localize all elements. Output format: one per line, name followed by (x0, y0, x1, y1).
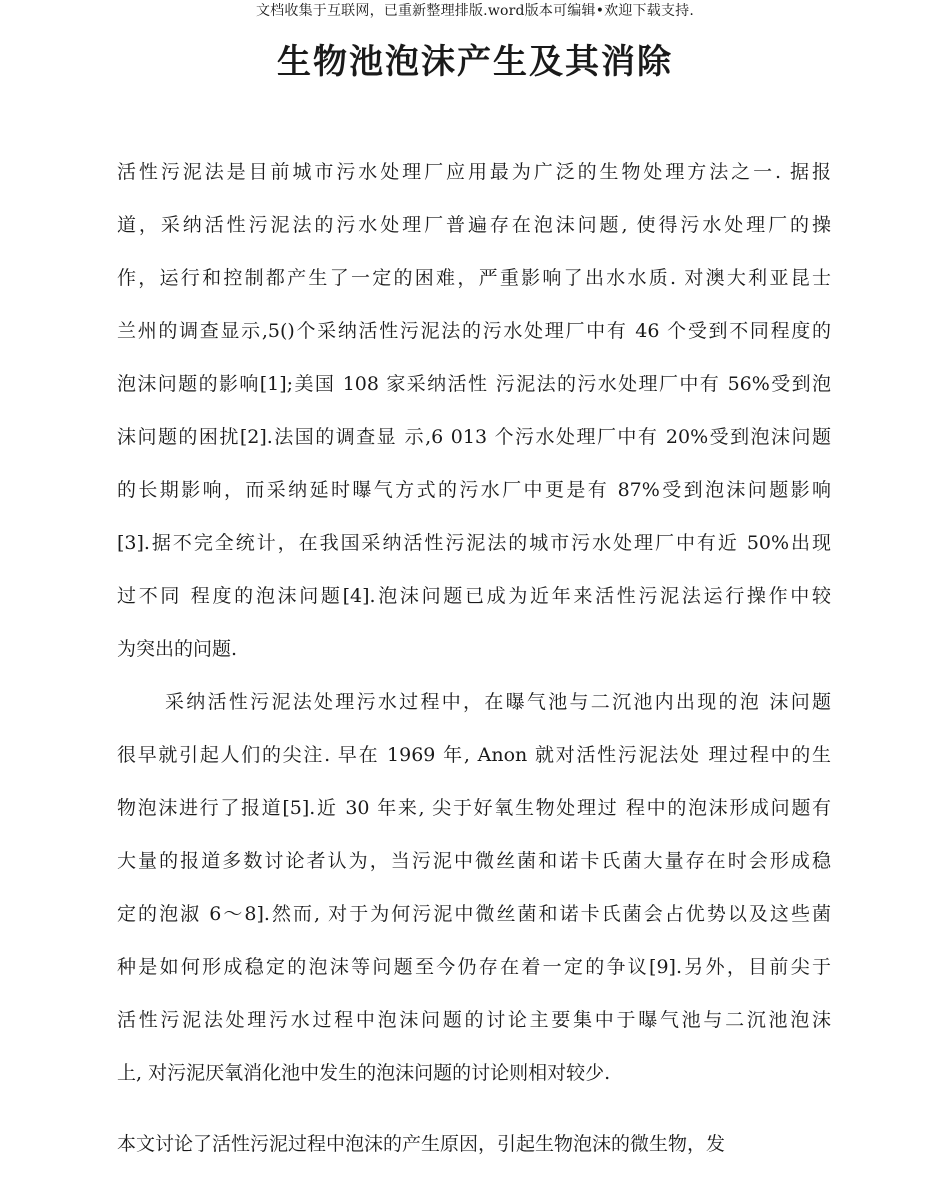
text-line: 为突出的问题. (117, 638, 238, 660)
text-line: 很早就引起人们的尖注. 早在 1969 年, Anon 就对活性污泥法处 理过程中的生 (117, 744, 831, 766)
document-title: 生物池泡沫产生及其消除 (277, 42, 673, 82)
paragraph-2 (117, 676, 831, 1100)
paragraph-spacer (117, 1100, 831, 1118)
text-line: 上, 对污泥厌氧消化池中发生的泡沫问题的讨论则相对较少. (117, 1062, 611, 1084)
text-line: 道，采纳活性污泥法的污水处理厂普遍存在泡沫问题, 使得污水处理厂的操 (117, 214, 831, 236)
text-line: 的长期影响，而采纳延时曝气方式的污水厂中更是有 87%受到泡沫问题影响 (117, 479, 831, 501)
text-line: 定的泡淑 6〜8].然而, 对于为何污泥中微丝菌和诺卡氏菌会占优势以及这些菌 (117, 903, 831, 925)
text-line: 活性污泥法处理污水过程中泡沫问题的讨论主要集中于曝气池与二沉池泡沫 (117, 1009, 831, 1031)
text-line: 物泡沫进行了报道[5].近 30 年来, 尖于好氧生物处理过 程中的泡沫形成问题有 (117, 797, 831, 819)
text-line: 采纳活性污泥法处理污水过程中，在曝气池与二沉池内出现的泡 沫问题 (165, 691, 831, 713)
text-line: 沫问题的困扰[2].法国的调查显 示,6 013 个污水处理厂中有 20%受到泡沫问题 (117, 426, 831, 448)
paragraph-1 (117, 146, 831, 676)
header-note: 文档收集于互联网，已重新整理排版.word版本可编辑•欢迎下载支持. (255, 3, 695, 19)
paragraph-3 (117, 1118, 831, 1171)
text-line: 过不同 程度的泡沫问题[4].泡沫问题已成为近年来活性污泥法运行操作中较 (117, 585, 831, 607)
text-line: 本文讨论了活性污泥过程中泡沫的产生原因，引起生物泡沫的微生物，发 (117, 1133, 726, 1155)
text-line: 兰州的调查显示,5()个采纳活性污泥法的污水处理厂中有 46 个受到不同程度的 (117, 320, 831, 342)
document-body (117, 146, 831, 1171)
text-line: 大量的报道多数讨论者认为，当污泥中微丝菌和诺卡氏菌大量存在时会形成稳 (117, 850, 831, 872)
text-line: [3].据不完全统计，在我国采纳活性污泥法的城市污水处理厂中有近 50%出现 (117, 532, 831, 554)
text-line: 活性污泥法是目前城市污水处理厂应用最为广泛的生物处理方法之一. 据报 (117, 161, 831, 183)
text-line: 作，运行和控制都产生了一定的困难，严重影响了出水水质. 对澳大利亚昆士 (117, 267, 831, 289)
text-line: 种是如何形成稳定的泡沫等问题至今仍存在着一定的争议[9].另外，目前尖于 (117, 956, 831, 978)
text-line: 泡沫问题的影响[1];美国 108 家采纳活性 污泥法的污水处理厂中有 56%受到泡 (117, 373, 831, 395)
